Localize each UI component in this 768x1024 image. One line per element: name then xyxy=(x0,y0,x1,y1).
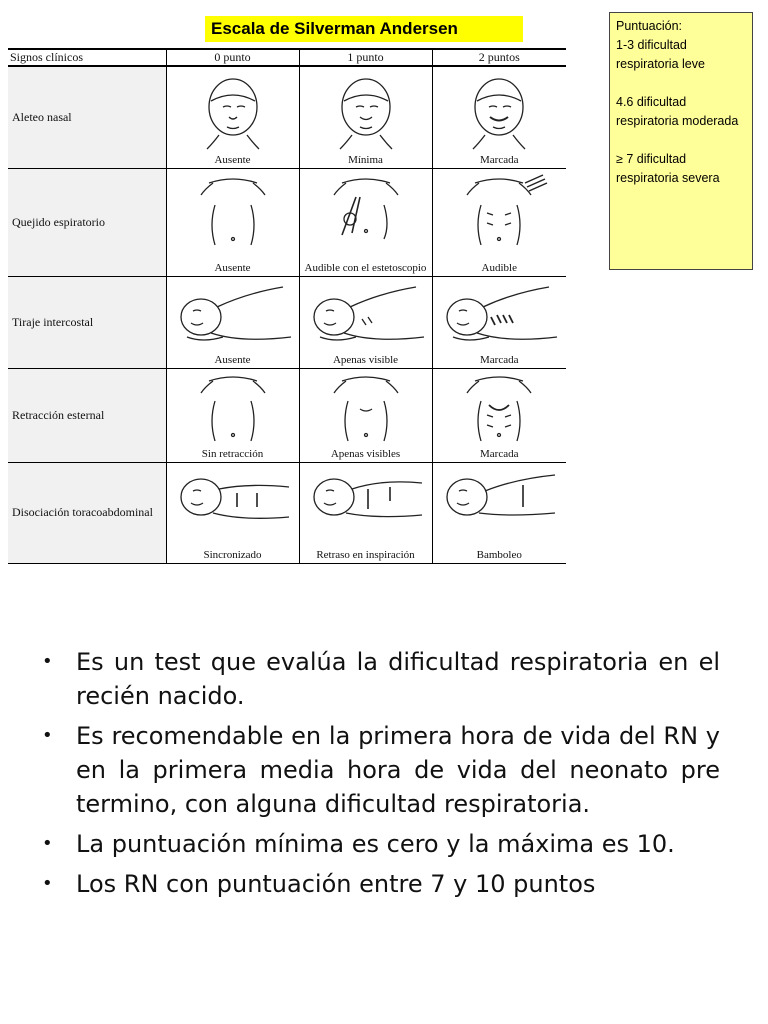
illustration-cell xyxy=(166,368,299,462)
caption: Ausente xyxy=(214,153,251,166)
caption: Audible xyxy=(481,261,517,274)
bullet-icon: • xyxy=(42,873,53,894)
illustration-cell xyxy=(166,462,299,563)
illustration-cell xyxy=(432,276,566,368)
bullet-text: Es un test que evalúa la dificultad respiratoria en el recién nacido. xyxy=(76,648,720,710)
table-row xyxy=(8,368,566,462)
caption: Marcada xyxy=(480,447,519,460)
sign-label: Disociación toracoabdominal xyxy=(8,462,166,563)
table-row xyxy=(8,66,566,168)
illustration-cell xyxy=(299,276,432,368)
caption: Apenas visibles xyxy=(330,447,401,460)
table-row xyxy=(8,168,566,276)
illustration-cell xyxy=(432,368,566,462)
bullet-icon: • xyxy=(42,833,53,854)
table-row xyxy=(8,276,566,368)
bullet-icon: • xyxy=(42,725,53,746)
scoring-box xyxy=(609,12,753,270)
list-item xyxy=(38,719,720,821)
list-item xyxy=(38,645,720,713)
header-2-points: 2 puntos xyxy=(432,49,566,66)
header-0-points: 0 punto xyxy=(166,49,299,66)
bullet-text: La puntuación mínima es cero y la máxima es 10. xyxy=(76,830,675,858)
caption: Marcada xyxy=(480,153,519,166)
illustration-cell xyxy=(432,168,566,276)
illustration-cell xyxy=(166,276,299,368)
illustration-cell xyxy=(166,168,299,276)
chest-illustration xyxy=(433,169,567,277)
list-item xyxy=(38,867,720,901)
illustration-cell xyxy=(299,168,432,276)
bullet-icon: • xyxy=(42,651,53,672)
caption: Sincronizado xyxy=(203,549,262,561)
caption: Audible con el estetoscopio xyxy=(304,261,427,274)
illustration-cell xyxy=(166,66,299,168)
bullet-text: Los RN con puntuación entre 7 y 10 puntos xyxy=(76,870,596,898)
sign-label: Retracción esternal xyxy=(8,368,166,462)
caption: Ausente xyxy=(214,353,251,366)
header-1-point: 1 punto xyxy=(299,49,432,66)
bullet-text: Es recomendable en la primera hora de vida del RN y en la primera media hora de vida del neonato pre termino, con alguna dificultad respiratoria. xyxy=(76,722,720,818)
scale-title: Escala de Silverman Andersen xyxy=(205,16,523,42)
illustration-cell xyxy=(432,462,566,563)
caption: Apenas visible xyxy=(332,353,399,366)
sign-label: Aleteo nasal xyxy=(8,66,166,168)
scoring-moderate: 4.6 dificultad respiratoria moderada xyxy=(616,95,739,128)
illustration-cell xyxy=(299,66,432,168)
header-signs: Signos clínicos xyxy=(8,49,166,66)
caption: Retraso en inspiración xyxy=(316,549,415,561)
caption: Sin retracción xyxy=(201,447,264,460)
silverman-scale-table xyxy=(8,48,566,564)
caption: Bamboleo xyxy=(476,549,522,561)
table-header-row xyxy=(8,49,566,66)
scoring-mild: 1-3 dificultad respiratoria leve xyxy=(616,38,705,71)
sign-label: Quejido espiratorio xyxy=(8,168,166,276)
scoring-severe: ≥ 7 dificultad respiratoria severa xyxy=(616,152,720,185)
illustration-cell xyxy=(432,66,566,168)
illustration-cell xyxy=(299,462,432,563)
table-row xyxy=(8,462,566,563)
caption: Mínima xyxy=(348,153,383,166)
caption: Marcada xyxy=(480,353,519,366)
list-item xyxy=(38,827,720,861)
sign-label: Tiraje intercostal xyxy=(8,276,166,368)
chest-illustration xyxy=(167,169,300,277)
caption: Ausente xyxy=(214,261,251,274)
illustration-cell xyxy=(299,368,432,462)
scoring-heading: Puntuación: xyxy=(616,19,683,33)
bullet-list xyxy=(38,645,720,907)
stethoscope-illustration xyxy=(300,169,433,277)
